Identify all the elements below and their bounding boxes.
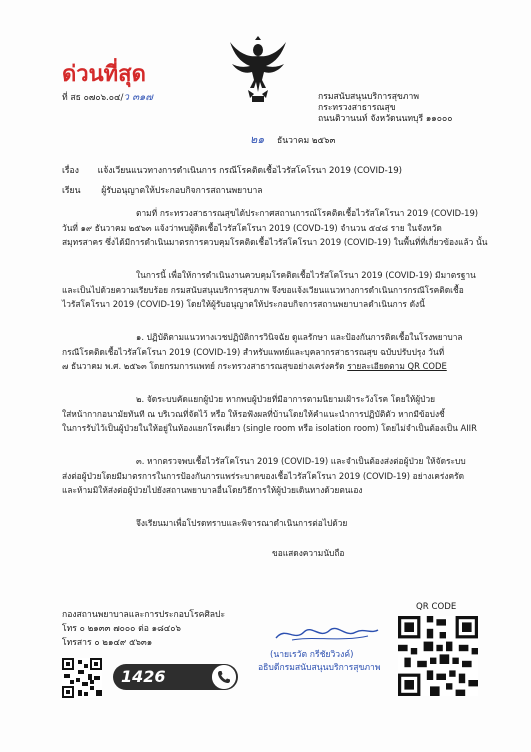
item1-line-1: ๑. ปฏิบัติตามแนวทางเวชปฏิบัติการวินิจฉัย ดูแลรักษา และป้องกันการติดเชื้อในโรงพยาบาล	[136, 332, 463, 342]
instruction-item-1	[62, 330, 477, 374]
instruction-item-3	[62, 454, 477, 498]
qr-code-main-icon[interactable]	[398, 616, 478, 696]
paragraph-purpose	[62, 268, 477, 312]
date-month-year: ธันวาคม ๒๕๖๓	[276, 136, 336, 146]
footer-fax: โทรสาร ๐ ๒๑๔๙ ๕๖๓๑	[62, 638, 153, 648]
closing-request: จึงเรียนมาเพื่อโปรดทราบและพิจารณาดำเนินการต่อไปด้วย	[136, 518, 348, 528]
garuda-emblem-icon	[228, 36, 288, 104]
subject-label: เรื่อง	[62, 166, 79, 176]
item2-line-2: ใส่หน้ากากอนามัยทันที ณ บริเวณที่จัดไว้ หรือ ให้รอฟังผลที่บ้านโดยให้คำแนะนำการปฏิบัติตัว หากมีข้อบ่งชี้	[62, 408, 445, 419]
p2-line-3: ไวรัสโคโรนา 2019 (COVID-19) โดยให้ผู้รับอนุญาตให้ประกอบกิจการสถานพยาบาลดำเนินการ ดังนี้	[62, 299, 425, 310]
p1-line-2: วันที่ ๑๙ ธันวาคม ๒๕๖๓ แจ้งว่าพบผู้ติดเชื้อไวรัสโคโรนา 2019 (COVD-19) จำนวน ๕๔๘ ราย ในจังหวัด	[62, 222, 442, 233]
document-number	[62, 92, 153, 104]
item1-line-3-text: ๗ ธันวาคม พ.ศ. ๒๕๖๓ โดยกรมการแพทย์ กระทรวงสาธารณสุขอย่างเคร่งครัด	[62, 361, 345, 372]
qr-reference-link[interactable]: รายละเอียดตาม QR CODE	[347, 361, 447, 372]
hotline-number: 1426	[121, 667, 166, 686]
item3-line-1: ๓. หากตรวจพบเชื้อไวรัสโคโรนา 2019 (COVID-19) และจำเป็นต้องส่งต่อผู้ป่วย ให้จัดระบบ	[136, 456, 466, 466]
urgency-heading: ด่วนที่สุด	[62, 62, 146, 87]
qr-code-icon[interactable]	[62, 658, 102, 698]
signature-scribble-icon	[272, 622, 382, 644]
item1-line-2: กรณีโรคติดเชื้อไวรัสโคโรนา 2019 (COVID-19) สำหรับแพทย์และบุคลากรสาธารณสุข ฉบับปรับปรุง วันที่	[62, 346, 445, 357]
recipient-line	[62, 186, 263, 197]
phone-icon	[212, 665, 236, 689]
closing-regards: ขอแสดงความนับถือ	[272, 548, 345, 558]
instruction-item-2	[62, 392, 477, 436]
item3-line-2: ส่งต่อผู้ป่วยโดยมีมาตรการในการป้องกันการแพร่ระบาดของเชื้อไวรัสโคโรนา 2019 (COVID-19) อย่างเคร่งครัด	[62, 470, 465, 481]
subject-text: แจ้งเวียนแนวทางการดำเนินการ กรณีโรคติดเชื้อไวรัสโคโรนา 2019 (COVID-19)	[97, 166, 403, 176]
office-line-3: ถนนติวานนท์ จังหวัดนนทบุรี ๑๑๐๐๐	[318, 114, 453, 124]
recipient-text: ผู้รับอนุญาตให้ประกอบกิจการสถานพยาบาล	[101, 186, 263, 196]
p1-line-3: สมุทรสาคร ซึ่งได้มีการดำเนินมาตรการควบคุมโรคติดเชื้อไวรัสโคโรนา 2019 (COVID-19) ในพื้นที่ที่เกี่ยวข้องแล้ว นั้น	[62, 237, 488, 248]
document-date	[250, 134, 335, 147]
subject-line	[62, 166, 402, 177]
hotline-badge[interactable]	[113, 664, 238, 690]
office-line-2: กระทรวงสาธารณสุข	[318, 103, 396, 113]
qr-code-label: QR CODE	[416, 602, 457, 612]
recipient-label: เรียน	[62, 186, 81, 196]
document-number-handwritten: ว ๓๑๗	[123, 92, 153, 103]
office-address	[318, 92, 453, 125]
p1-line-1: ตามที่ กระทรวงสาธารณสุขได้ประกาศสถานการณ์โรคติดเชื้อไวรัสโคโรนา 2019 (COVID-19)	[136, 208, 479, 218]
signatory-title: อธิบดีกรมสนับสนุนบริการสุขภาพ	[258, 663, 381, 673]
date-day-handwritten: ๒๑	[250, 133, 265, 146]
paragraph-background	[62, 206, 488, 250]
footer-phone: โทร ๐ ๒๑๓๓ ๗๐๐๐ ต่อ ๑๘๔๐๖	[62, 624, 181, 634]
footer-division: กองสถานพยาบาลและการประกอบโรคศิลปะ	[62, 610, 226, 620]
item2-line-1: ๒. จัดระบบคัดแยกผู้ป่วย หากพบผู้ป่วยที่มีอาการตามนิยามเฝ้าระวังโรค โดยให้ผู้ป่วย	[136, 394, 436, 404]
item2-line-3: ในการรับไว้เป็นผู้ป่วยในให้อยู่ในห้องแยกโรคเดี่ยว (single room หรือ isolation room) โดยไม่จำเป็นต้องเป็น AIIR	[62, 423, 477, 434]
document-number-prefix: ที่ สธ ๐๗๐๖.๐๔/	[62, 93, 124, 103]
item3-line-3: และห้ามมิให้ส่งต่อผู้ป่วยไปยังสถานพยาบาลอื่นโดยวิธีการให้ผู้ป่วยเดินทางด้วยตนเอง	[62, 485, 363, 496]
office-line-1: กรมสนับสนุนบริการสุขภาพ	[318, 92, 420, 102]
signatory-name: (นายเรวัต กรีชัยวิวงค์)	[270, 650, 354, 660]
item1-line-3	[62, 359, 477, 374]
p2-line-2: และเป็นไปด้วยความเรียบร้อย กรมสนับสนุนบริการสุขภาพ จึงขอแจ้งเวียนแนวทางการดำเนินการกรณีโรคติดเชื้อ	[62, 284, 464, 295]
p2-line-1: ในการนี้ เพื่อให้การดำเนินงานควบคุมโรคติดเชื้อไวรัสโคโรนา 2019 (COVID-19) มีมาตรฐาน	[136, 270, 476, 280]
